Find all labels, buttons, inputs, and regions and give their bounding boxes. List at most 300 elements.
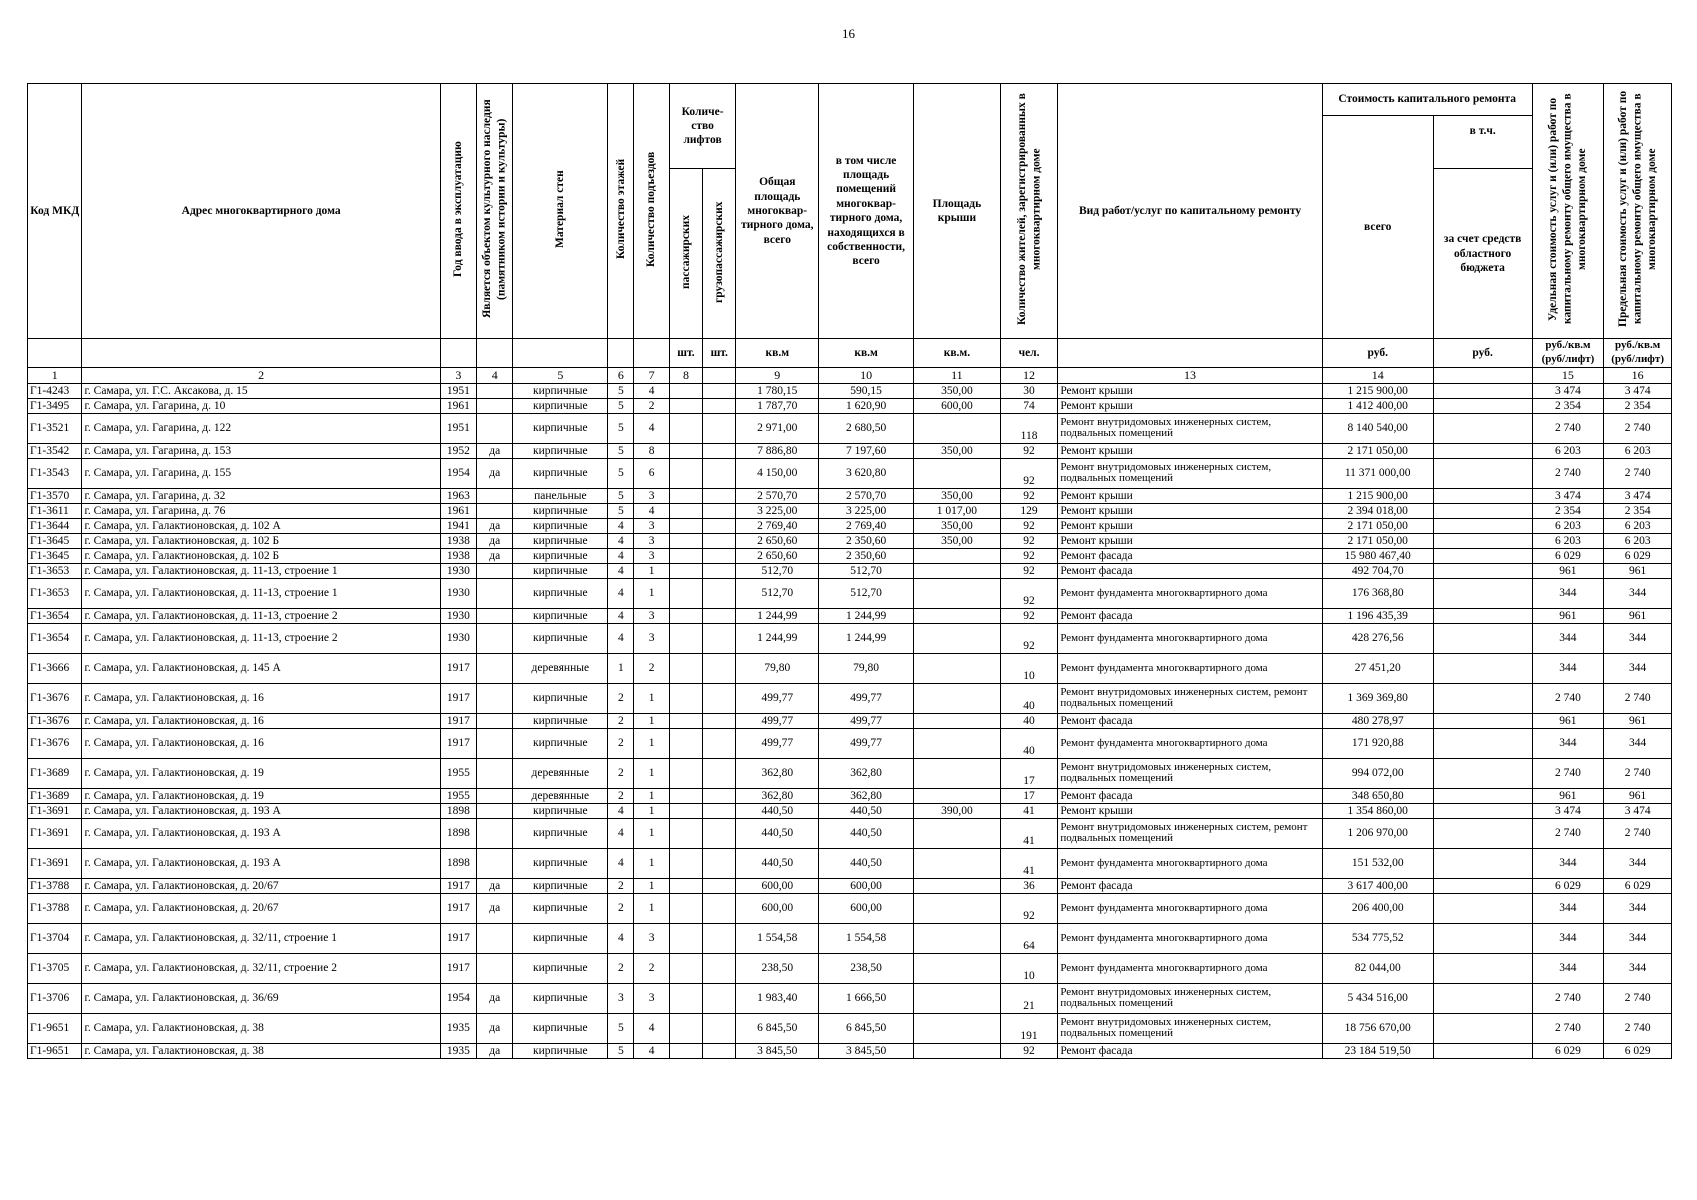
cell-lifts-cargo	[703, 608, 736, 623]
cell-heritage	[477, 383, 513, 398]
cell-year: 1898	[440, 803, 476, 818]
cell-unit-cost: 6 203	[1532, 518, 1604, 533]
cell-residents: 92	[1000, 608, 1058, 623]
column-number: 5	[513, 367, 608, 383]
cell-unit-cost: 2 740	[1532, 683, 1604, 713]
cell-max-cost: 961	[1604, 608, 1672, 623]
table-row	[28, 803, 1672, 818]
table-row	[28, 713, 1672, 728]
header-entrances: Количество подъездов	[645, 151, 658, 267]
cell-unit-cost: 344	[1532, 578, 1604, 608]
cell-lifts-passenger	[669, 458, 702, 488]
header-owned-area: в том числе площадь помещений многоквар-тирного дома, находящихся в собственности, всего	[819, 84, 914, 339]
column-number: 8	[669, 367, 702, 383]
cell-owned-area: 600,00	[819, 878, 914, 893]
cell-roof-area	[914, 578, 1001, 608]
header-lifts: Количе-ство лифтов	[669, 84, 736, 169]
cell-work-type: Ремонт фундамента многоквартирного дома	[1058, 893, 1322, 923]
cell-heritage: да	[477, 893, 513, 923]
cell-owned-area: 362,80	[819, 788, 914, 803]
cell-roof-area	[914, 1013, 1001, 1043]
table-row	[28, 848, 1672, 878]
cell-entrances: 3	[634, 983, 669, 1013]
header-material: Материал стен	[554, 170, 567, 248]
cell-heritage: да	[477, 533, 513, 548]
table-row	[28, 443, 1672, 458]
cell-floors: 4	[608, 818, 634, 848]
cell-cost-total: 994 072,00	[1322, 758, 1433, 788]
cell-wall-material: кирпичные	[513, 683, 608, 713]
cell-cost-regional	[1433, 728, 1532, 758]
cell-lifts-cargo	[703, 503, 736, 518]
cell-year: 1898	[440, 818, 476, 848]
cell-total-area: 499,77	[736, 728, 819, 758]
column-number: 13	[1058, 367, 1322, 383]
cell-residents: 41	[1000, 848, 1058, 878]
cell-lifts-passenger	[669, 893, 702, 923]
cell-address: г. Самара, ул. Гагарина, д. 122	[82, 413, 440, 443]
cell-max-cost: 344	[1604, 623, 1672, 653]
cell-max-cost: 2 740	[1604, 458, 1672, 488]
cell-wall-material: деревянные	[513, 758, 608, 788]
cell-lifts-cargo	[703, 1013, 736, 1043]
header-max-cost: Предельная стоимость услуг и (или) работ по капитальному ремонту общего имущества в многоквартирном доме	[1617, 90, 1658, 328]
cell-residents: 21	[1000, 983, 1058, 1013]
cell-unit-cost: 2 740	[1532, 458, 1604, 488]
cell-work-type: Ремонт фундамента многоквартирного дома	[1058, 923, 1322, 953]
table-row	[28, 578, 1672, 608]
cell-mkd-code: Г1-3704	[28, 923, 82, 953]
unit-rate: руб./кв.м (руб/лифт)	[1604, 339, 1672, 368]
cell-owned-area: 2 680,50	[819, 413, 914, 443]
table-row	[28, 728, 1672, 758]
cell-cost-regional	[1433, 878, 1532, 893]
cell-floors: 4	[608, 518, 634, 533]
cell-heritage	[477, 803, 513, 818]
cell-work-type: Ремонт внутридомовых инженерных систем, подвальных помещений	[1058, 1013, 1322, 1043]
cell-year: 1935	[440, 1043, 476, 1058]
cell-cost-regional	[1433, 578, 1532, 608]
cell-lifts-cargo	[703, 653, 736, 683]
cell-cost-regional	[1433, 548, 1532, 563]
cell-mkd-code: Г1-3653	[28, 563, 82, 578]
cell-year: 1941	[440, 518, 476, 533]
cell-mkd-code: Г1-3666	[28, 653, 82, 683]
table-row	[28, 398, 1672, 413]
cell-roof-area	[914, 893, 1001, 923]
header-total-area: Общая площадь многоквар-тирного дома, всего	[736, 84, 819, 339]
cell-floors: 4	[608, 533, 634, 548]
cell-max-cost: 2 740	[1604, 983, 1672, 1013]
cell-cost-regional	[1433, 443, 1532, 458]
cell-lifts-cargo	[703, 683, 736, 713]
cell-max-cost: 344	[1604, 923, 1672, 953]
cell-wall-material: кирпичные	[513, 533, 608, 548]
cell-unit-cost: 2 354	[1532, 398, 1604, 413]
cell-cost-regional	[1433, 953, 1532, 983]
cell-wall-material: кирпичные	[513, 623, 608, 653]
cell-max-cost: 961	[1604, 713, 1672, 728]
cell-owned-area: 440,50	[819, 848, 914, 878]
unit-sqm: кв.м.	[914, 339, 1001, 368]
cell-work-type: Ремонт фундамента многоквартирного дома	[1058, 728, 1322, 758]
cell-mkd-code: Г1-3705	[28, 953, 82, 983]
cell-roof-area	[914, 728, 1001, 758]
column-number: 2	[82, 367, 440, 383]
cell-roof-area: 390,00	[914, 803, 1001, 818]
cell-unit-cost: 344	[1532, 953, 1604, 983]
cell-cost-total: 348 650,80	[1322, 788, 1433, 803]
cell-entrances: 3	[634, 548, 669, 563]
table-row	[28, 623, 1672, 653]
cell-work-type: Ремонт фундамента многоквартирного дома	[1058, 578, 1322, 608]
cell-mkd-code: Г1-3654	[28, 608, 82, 623]
header-code: Код МКД	[28, 84, 82, 339]
cell-cost-total: 480 278,97	[1322, 713, 1433, 728]
cell-unit-cost: 2 740	[1532, 413, 1604, 443]
column-number: 1	[28, 367, 82, 383]
cell-owned-area: 362,80	[819, 758, 914, 788]
unit-rub: руб.	[1322, 339, 1433, 368]
cell-heritage: да	[477, 1013, 513, 1043]
cell-cost-total: 1 215 900,00	[1322, 383, 1433, 398]
cell-max-cost: 961	[1604, 563, 1672, 578]
cell-max-cost: 2 740	[1604, 818, 1672, 848]
cell-roof-area	[914, 623, 1001, 653]
cell-address: г. Самара, ул. Галактионовская, д. 36/69	[82, 983, 440, 1013]
cell-total-area: 1 787,70	[736, 398, 819, 413]
cell-entrances: 1	[634, 878, 669, 893]
cell-cost-total: 1 412 400,00	[1322, 398, 1433, 413]
cell-lifts-passenger	[669, 923, 702, 953]
cell-floors: 2	[608, 953, 634, 983]
cell-floors: 4	[608, 623, 634, 653]
cell-total-area: 600,00	[736, 878, 819, 893]
cell-roof-area: 350,00	[914, 488, 1001, 503]
cell-unit-cost: 2 740	[1532, 758, 1604, 788]
cell-roof-area	[914, 458, 1001, 488]
cell-lifts-cargo	[703, 788, 736, 803]
cell-mkd-code: Г1-3706	[28, 983, 82, 1013]
cell-heritage	[477, 623, 513, 653]
cell-floors: 4	[608, 578, 634, 608]
cell-cost-regional	[1433, 563, 1532, 578]
cell-year: 1917	[440, 728, 476, 758]
cell-cost-total: 534 775,52	[1322, 923, 1433, 953]
cell-residents: 41	[1000, 818, 1058, 848]
cell-roof-area	[914, 788, 1001, 803]
column-number: 15	[1532, 367, 1604, 383]
cell-mkd-code: Г1-3645	[28, 533, 82, 548]
cell-floors: 5	[608, 413, 634, 443]
cell-heritage	[477, 683, 513, 713]
cell-max-cost: 3 474	[1604, 383, 1672, 398]
cell-work-type: Ремонт фундамента многоквартирного дома	[1058, 953, 1322, 983]
table-body	[28, 383, 1672, 1058]
cell-max-cost: 2 354	[1604, 398, 1672, 413]
cell-residents: 92	[1000, 893, 1058, 923]
cell-heritage	[477, 398, 513, 413]
cell-owned-area: 1 620,90	[819, 398, 914, 413]
cell-entrances: 2	[634, 653, 669, 683]
cell-max-cost: 2 740	[1604, 1013, 1672, 1043]
cell-address: г. Самара, ул. Галактионовская, д. 145 А	[82, 653, 440, 683]
cell-work-type: Ремонт крыши	[1058, 503, 1322, 518]
cell-floors: 5	[608, 383, 634, 398]
cell-wall-material: кирпичные	[513, 803, 608, 818]
cell-unit-cost: 6 203	[1532, 443, 1604, 458]
cell-work-type: Ремонт фундамента многоквартирного дома	[1058, 653, 1322, 683]
header-year: Год ввода в эксплуатацию	[452, 141, 465, 277]
column-number: 9	[736, 367, 819, 383]
cell-owned-area: 2 769,40	[819, 518, 914, 533]
header-lifts-cargo: грузопассажирских	[713, 200, 726, 303]
cell-lifts-cargo	[703, 923, 736, 953]
cell-year: 1898	[440, 848, 476, 878]
column-numbers-row	[28, 367, 1672, 383]
table-row	[28, 758, 1672, 788]
cell-work-type: Ремонт крыши	[1058, 488, 1322, 503]
cell-total-area: 2 570,70	[736, 488, 819, 503]
cell-cost-total: 428 276,56	[1322, 623, 1433, 653]
cell-total-area: 440,50	[736, 848, 819, 878]
cell-lifts-passenger	[669, 503, 702, 518]
cell-owned-area: 79,80	[819, 653, 914, 683]
cell-owned-area: 3 225,00	[819, 503, 914, 518]
cell-address: г. Самара, ул. Галактионовская, д. 19	[82, 758, 440, 788]
cell-owned-area: 6 845,50	[819, 1013, 914, 1043]
cell-floors: 5	[608, 1043, 634, 1058]
cell-lifts-cargo	[703, 563, 736, 578]
cell-lifts-cargo	[703, 848, 736, 878]
cell-lifts-cargo	[703, 818, 736, 848]
table-row	[28, 1043, 1672, 1058]
cell-entrances: 4	[634, 1013, 669, 1043]
cell-address: г. Самара, ул. Галактионовская, д. 11-13, строение 2	[82, 608, 440, 623]
cell-lifts-passenger	[669, 758, 702, 788]
cell-work-type: Ремонт фасада	[1058, 563, 1322, 578]
cell-entrances: 1	[634, 848, 669, 878]
cell-total-area: 1 780,15	[736, 383, 819, 398]
cell-unit-cost: 3 474	[1532, 488, 1604, 503]
cell-owned-area: 7 197,60	[819, 443, 914, 458]
cell-mkd-code: Г1-3691	[28, 818, 82, 848]
table-row	[28, 518, 1672, 533]
cell-cost-regional	[1433, 653, 1532, 683]
cell-roof-area: 350,00	[914, 518, 1001, 533]
cell-residents: 64	[1000, 923, 1058, 953]
cell-total-area: 3 845,50	[736, 1043, 819, 1058]
cell-cost-regional	[1433, 398, 1532, 413]
cell-work-type: Ремонт крыши	[1058, 383, 1322, 398]
cell-lifts-passenger	[669, 608, 702, 623]
cell-cost-total: 176 368,80	[1322, 578, 1433, 608]
cell-work-type: Ремонт крыши	[1058, 533, 1322, 548]
cell-year: 1954	[440, 458, 476, 488]
cell-wall-material: кирпичные	[513, 608, 608, 623]
cell-cost-regional	[1433, 683, 1532, 713]
cell-owned-area: 3 845,50	[819, 1043, 914, 1058]
cell-cost-regional	[1433, 983, 1532, 1013]
header-cost-incl: в т.ч.	[1433, 116, 1532, 169]
cell-total-area: 1 244,99	[736, 623, 819, 653]
cell-roof-area	[914, 1043, 1001, 1058]
cell-total-area: 6 845,50	[736, 1013, 819, 1043]
cell-wall-material: кирпичные	[513, 1013, 608, 1043]
cell-heritage	[477, 953, 513, 983]
table-row	[28, 383, 1672, 398]
cell-max-cost: 2 740	[1604, 683, 1672, 713]
cell-unit-cost: 961	[1532, 563, 1604, 578]
cell-entrances: 6	[634, 458, 669, 488]
cell-address: г. Самара, ул. Галактионовская, д. 193 А	[82, 848, 440, 878]
cell-cost-total: 82 044,00	[1322, 953, 1433, 983]
cell-mkd-code: Г1-9651	[28, 1013, 82, 1043]
cell-residents: 40	[1000, 728, 1058, 758]
cell-roof-area	[914, 548, 1001, 563]
cell-mkd-code: Г1-3521	[28, 413, 82, 443]
header-floors: Количество этажей	[614, 158, 627, 260]
cell-residents: 92	[1000, 518, 1058, 533]
cell-wall-material: кирпичные	[513, 953, 608, 983]
cell-owned-area: 499,77	[819, 683, 914, 713]
unit-pcs: шт.	[703, 339, 736, 368]
cell-cost-total: 3 617 400,00	[1322, 878, 1433, 893]
header-residents: Количество жителей, зарегистрированных в многоквартирном доме	[1015, 93, 1043, 325]
cell-roof-area: 350,00	[914, 383, 1001, 398]
cell-lifts-cargo	[703, 533, 736, 548]
cell-year: 1917	[440, 653, 476, 683]
cell-cost-regional	[1433, 413, 1532, 443]
cell-year: 1955	[440, 758, 476, 788]
cell-residents: 41	[1000, 803, 1058, 818]
cell-cost-total: 23 184 519,50	[1322, 1043, 1433, 1058]
cell-lifts-cargo	[703, 413, 736, 443]
cell-roof-area	[914, 818, 1001, 848]
column-number: 16	[1604, 367, 1672, 383]
cell-lifts-passenger	[669, 983, 702, 1013]
cell-address: г. Самара, ул. Галактионовская, д. 193 А	[82, 818, 440, 848]
cell-wall-material: кирпичные	[513, 518, 608, 533]
cell-heritage: да	[477, 878, 513, 893]
cell-roof-area	[914, 683, 1001, 713]
table-row	[28, 413, 1672, 443]
cell-unit-cost: 344	[1532, 623, 1604, 653]
cell-roof-area	[914, 713, 1001, 728]
cell-owned-area: 2 350,60	[819, 533, 914, 548]
cell-lifts-passenger	[669, 488, 702, 503]
cell-work-type: Ремонт фасада	[1058, 608, 1322, 623]
cell-entrances: 4	[634, 383, 669, 398]
cell-mkd-code: Г1-3543	[28, 458, 82, 488]
cell-floors: 1	[608, 653, 634, 683]
cell-work-type: Ремонт фундамента многоквартирного дома	[1058, 623, 1322, 653]
cell-max-cost: 344	[1604, 953, 1672, 983]
cell-owned-area: 440,50	[819, 818, 914, 848]
table-row	[28, 458, 1672, 488]
cell-lifts-cargo	[703, 803, 736, 818]
cell-work-type: Ремонт внутридомовых инженерных систем, ремонт подвальных помещений	[1058, 818, 1322, 848]
cell-floors: 4	[608, 563, 634, 578]
cell-mkd-code: Г1-3645	[28, 548, 82, 563]
cell-entrances: 4	[634, 413, 669, 443]
cell-lifts-cargo	[703, 953, 736, 983]
cell-entrances: 3	[634, 923, 669, 953]
cell-work-type: Ремонт внутридомовых инженерных систем, подвальных помещений	[1058, 413, 1322, 443]
cell-year: 1961	[440, 398, 476, 413]
cell-address: г. Самара, ул. Галактионовская, д. 11-13, строение 1	[82, 563, 440, 578]
cell-lifts-passenger	[669, 518, 702, 533]
cell-mkd-code: Г1-3542	[28, 443, 82, 458]
cell-entrances: 1	[634, 578, 669, 608]
unit-pcs: шт.	[669, 339, 702, 368]
cell-unit-cost: 3 474	[1532, 383, 1604, 398]
cell-roof-area	[914, 563, 1001, 578]
cell-cost-regional	[1433, 503, 1532, 518]
cell-lifts-passenger	[669, 803, 702, 818]
cell-cost-total: 1 354 860,00	[1322, 803, 1433, 818]
cell-roof-area	[914, 653, 1001, 683]
cell-work-type: Ремонт внутридомовых инженерных систем, подвальных помещений	[1058, 758, 1322, 788]
cell-total-area: 7 886,80	[736, 443, 819, 458]
cell-max-cost: 961	[1604, 788, 1672, 803]
cell-lifts-cargo	[703, 983, 736, 1013]
cell-heritage	[477, 488, 513, 503]
column-number: 4	[477, 367, 513, 383]
cell-year: 1955	[440, 788, 476, 803]
cell-total-area: 512,70	[736, 578, 819, 608]
column-number: 11	[914, 367, 1001, 383]
cell-residents: 92	[1000, 548, 1058, 563]
cell-unit-cost: 2 354	[1532, 503, 1604, 518]
cell-wall-material: кирпичные	[513, 443, 608, 458]
cell-total-area: 2 971,00	[736, 413, 819, 443]
cell-lifts-passenger	[669, 1013, 702, 1043]
cell-address: г. Самара, ул. Галактионовская, д. 11-13, строение 2	[82, 623, 440, 653]
cell-roof-area	[914, 983, 1001, 1013]
cell-total-area: 499,77	[736, 683, 819, 713]
table-row	[28, 953, 1672, 983]
cell-address: г. Самара, ул. Галактионовская, д. 16	[82, 683, 440, 713]
cell-year: 1917	[440, 923, 476, 953]
cell-mkd-code: Г1-3653	[28, 578, 82, 608]
cell-year: 1930	[440, 578, 476, 608]
column-number: 10	[819, 367, 914, 383]
cell-heritage: да	[477, 983, 513, 1013]
cell-residents: 36	[1000, 878, 1058, 893]
cell-work-type: Ремонт фундамента многоквартирного дома	[1058, 848, 1322, 878]
cell-address: г. Самара, ул. Галактионовская, д. 102 А	[82, 518, 440, 533]
cell-mkd-code: Г1-3689	[28, 758, 82, 788]
cell-roof-area: 350,00	[914, 443, 1001, 458]
cell-mkd-code: Г1-3644	[28, 518, 82, 533]
cell-total-area: 2 650,60	[736, 533, 819, 548]
cell-wall-material: кирпичные	[513, 503, 608, 518]
cell-address: г. Самара, ул. Галактионовская, д. 32/11, строение 2	[82, 953, 440, 983]
cell-cost-total: 18 756 670,00	[1322, 1013, 1433, 1043]
cell-cost-regional	[1433, 818, 1532, 848]
cell-work-type: Ремонт крыши	[1058, 803, 1322, 818]
cell-unit-cost: 6 029	[1532, 548, 1604, 563]
table-header	[28, 84, 1672, 368]
cell-mkd-code: Г1-3788	[28, 878, 82, 893]
cell-roof-area: 1 017,00	[914, 503, 1001, 518]
cell-cost-regional	[1433, 623, 1532, 653]
cell-residents: 40	[1000, 683, 1058, 713]
cell-lifts-cargo	[703, 458, 736, 488]
cell-entrances: 2	[634, 953, 669, 983]
cell-owned-area: 1 554,58	[819, 923, 914, 953]
